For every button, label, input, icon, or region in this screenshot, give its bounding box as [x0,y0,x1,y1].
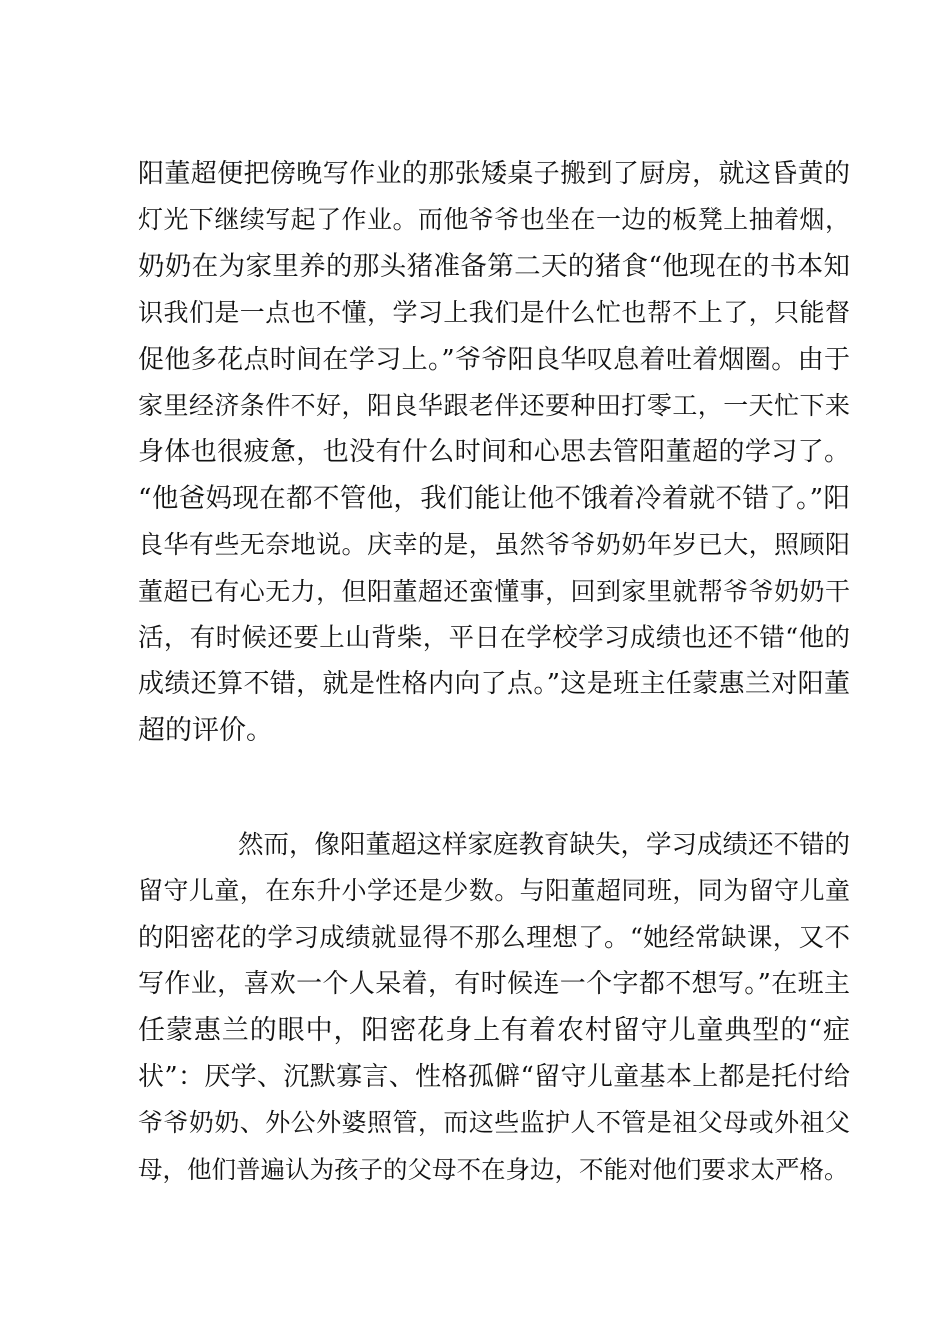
text-line: 身体也很疲惫，也没有什么时间和心思去管阳董超的学习了。 [138,437,850,468]
text-line: 的阳密花的学习成绩就显得不那么理想了。“她经常缺课，又不 [138,922,850,953]
paragraph-2 [138,822,850,1193]
text-line: 成绩还算不错，就是性格内向了点。”这是班主任蒙惠兰对阳董 [138,669,850,700]
text-line: “他爸妈现在都不管他，我们能让他不饿着冷着就不错了。”阳 [138,482,850,514]
text-line: 促他多花点时间在学习上。”爷爷阳良华叹息着吐着烟圈。由于 [138,344,850,375]
text-line: 良华有些无奈地说。庆幸的是，虽然爷爷奶奶年岁已大，照顾阳 [138,530,850,560]
text-line: 奶奶在为家里养的那头猪准备第二天的猪食“他现在的书本知 [138,250,850,282]
text-line: 留守儿童，在东升小学还是少数。与阳董超同班，同为留守儿童 [138,876,850,906]
text-line: 状”：厌学、沉默寡言、性格孤僻“留守儿童基本上都是托付给 [138,1061,850,1092]
text-line: 超的评价。 [138,714,273,746]
text-line: 母，他们普遍认为孩子的父母不在身边，不能对他们要求太严格。 [138,1154,849,1184]
text-line: 识我们是一点也不懂，学习上我们是什么忙也帮不上了，只能督 [138,298,850,328]
text-line: 写作业，喜欢一个人呆着，有时候连一个字都不想写。”在班主 [138,969,850,1000]
text-line: 董超已有心无力，但阳董超还蛮懂事，回到家里就帮爷爷奶奶干 [138,576,850,606]
text-line: 活，有时候还要上山背柴，平日在学校学习成绩也还不错“他的 [138,622,850,653]
text-line: 灯光下继续写起了作业。而他爷爷也坐在一边的板凳上抽着烟， [138,205,850,235]
text-line: 爷爷奶奶、外公外婆照管，而这些监护人不管是祖父母或外祖父 [138,1108,850,1138]
text-line: 任蒙惠兰的眼中，阳密花身上有着农村留守儿童典型的“症 [138,1014,850,1046]
text-line: 阳董超便把傍晚写作业的那张矮桌子搬到了厨房，就这昏黄的 [138,159,850,189]
text-line: 然而，像阳董超这样家庭教育缺失，学习成绩还不错的 [238,830,851,860]
text-line: 家里经济条件不好，阳良华跟老伴还要种田打零工，一天忙下来 [138,390,850,420]
paragraph-1 [138,151,850,754]
